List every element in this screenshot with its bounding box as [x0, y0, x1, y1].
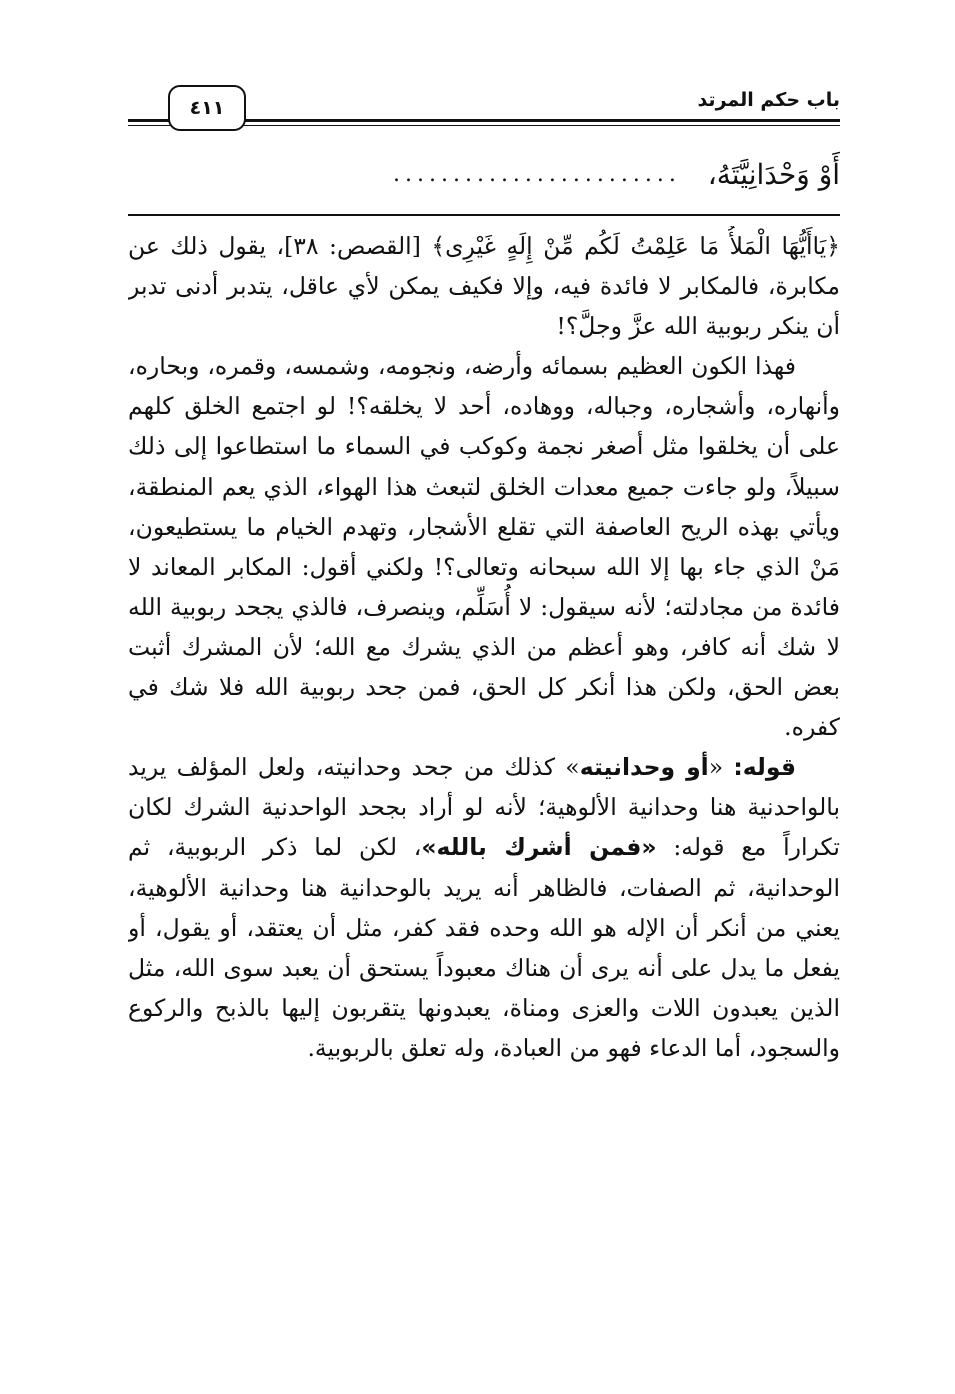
commentary-body — [128, 226, 840, 1286]
qawluhu-label: قوله: — [733, 753, 796, 782]
paragraph-3-text-a: كذلك من جحد وحدانيته، ولعل المؤلف يريد بالواحدنية هنا وحدانية الألوهية؛ لأنه لو أراد بجحد الواحدنية الشرك لكان تكراراً مع قوله: — [128, 753, 840, 862]
page-number-badge — [168, 85, 246, 131]
quote-close: » — [565, 753, 580, 782]
matn-dots: ........................ — [393, 161, 681, 187]
page-number: ٤١١ — [189, 97, 225, 119]
commentary-paragraph-3 — [128, 747, 840, 1068]
matn-line — [128, 150, 840, 196]
commentary-paragraph-2: فهذا الكون العظيم بسمائه وأرضه، ونجومه، وشمسه، وقمره، وبحاره، وأنهاره، وأشجاره، وجباله، ووهاده، أحد لا يخلقه؟! لو اجتمع الخلق كلهم على أن يخلقوا مثل أصغر نجمة وكوكب في السماء ما استطاعوا إلى ذلك سبيلاً، ولو جاءت جميع معدات الخلق لتبعث هذا الهواء، الذي يعم المنطقة، ويأتي بهذه الريح العاصفة التي تقلع الأشجار، وتهدم الخيام ما يستطيعون، مَنْ الذي جاء بها إلا الله سبحانه وتعالى؟! ولكني أقول: المكابر المعاند لا فائدة من مجادلته؛ لأنه سيقول: لا أُسَلِّم، وينصرف، فالذي يجحد ربوبية الله لا شك أنه كافر، وهو أعظم من الذي يشرك مع الله؛ لأن المشرك أثبت بعض الحق، ولكن هذا أنكر كل الحق، فمن جحد ربوبية الله فلا شك في كفره. — [128, 352, 840, 742]
chapter-title: باب حكم المرتد — [697, 89, 840, 111]
page-header — [128, 85, 840, 135]
commentary-paragraph-1 — [128, 226, 840, 346]
quran-verse: ﴿يَاأَيُّهَا الْمَلأُ مَا عَلِمْتُ لَكُم مِّنْ إِلَهٍ غَيْرِى﴾ — [431, 232, 840, 260]
matn-separator-line — [128, 214, 840, 216]
quote-open: « — [708, 753, 724, 782]
matn-quote: أو وحدانيته — [579, 753, 709, 782]
inline-quote: «فمن أشرك بالله» — [421, 833, 657, 862]
quran-reference: [القصص: ٣٨]، — [276, 232, 421, 260]
paragraph-1-text: يقول ذلك عن مكابرة، فالمكابر لا فائدة فيه، وإلا فكيف يمكن لأي عاقل، يتدبر أدنى تدبر أن ينكر ربوبية الله عزَّ وجلَّ؟! — [128, 232, 840, 341]
matn-text: أَوْ وَحْدَانِيَّتَهُ، — [707, 157, 840, 191]
paragraph-3-text-b: ، لكن لما ذكر الربوبية، ثم الوحدانية، ثم الصفات، فالظاهر أنه يريد بالوحدانية هنا وحدانية الألوهية، يعني من أنكر أن الإله هو الله وحده فقد كفر، مثل أن يعتقد، أو يقول، أو يفعل ما يدل على أنه يرى أن هناك معبوداً يستحق أن يعبد سوى الله، مثل الذين يعبدون اللات والعزى ومناة، يعبدونها يتقربون إليها بالذبح والركوع والسجود، أما الدعاء فهو من العبادة، وله تعلق بالربوبية. — [128, 833, 840, 1062]
